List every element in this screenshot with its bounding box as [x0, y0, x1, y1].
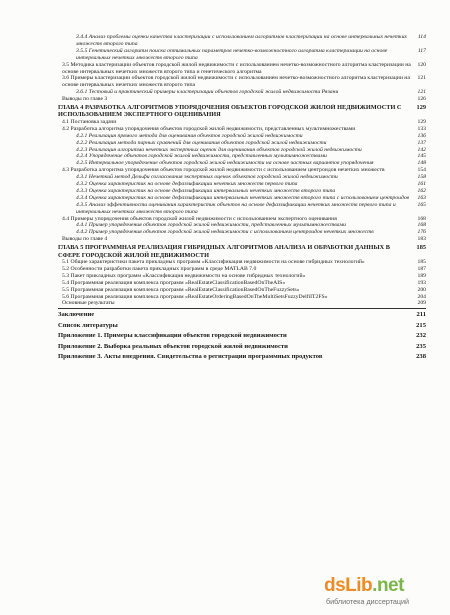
toc-entry-title: 4.3.5 Анализ эффективности оценивания характеристик объектов на основе дефаззификации нечетких множеств первого типа и интервальных нечетких множеств второго типа	[76, 201, 396, 215]
toc-entry-title: 4.2.1 Реализация прямого метода для оценивания объектов городской жилой недвижимости	[76, 132, 303, 139]
toc-entry[interactable]	[58, 34, 426, 48]
toc-entry[interactable]	[58, 62, 426, 76]
toc-entry-page: 126	[417, 96, 426, 103]
watermark	[324, 575, 444, 609]
toc-entry-page: 117	[417, 47, 426, 54]
toc-entry-page: 163	[417, 194, 426, 201]
toc-entry-title: 4.4.2 Пример упорядочения объектов городской жилой недвижимости с использованием центроидов нечетких множеств	[76, 229, 374, 236]
toc-entry-page: 120	[417, 61, 426, 68]
watermark-logo: dsLib.net	[324, 575, 404, 596]
toc-entry-title: 5.2 Особенности разработки пакета прикладных программ в среде MATLAB 7.0	[62, 265, 257, 272]
toc-entry-page: 211	[416, 311, 426, 319]
toc-entry-page: 238	[416, 352, 426, 360]
toc-entry-title: Приложение 1. Примеры классификации объектов городской недвижимости	[58, 332, 287, 340]
toc-entry-page: 136	[417, 132, 426, 139]
toc-entry-page: 204	[417, 293, 426, 300]
toc-entry-page: 154	[417, 167, 426, 174]
toc-entry[interactable]	[58, 181, 426, 188]
watermark-subtitle: библиотека диссертаций	[326, 597, 410, 606]
toc-entry-title: 4.2.5 Интервальное упорядочение объектов городской жилой недвижимости на основе частных вариантов упорядочения	[76, 160, 374, 167]
toc-entry-page: 114	[417, 34, 426, 40]
toc-entry-title: 4.4 Примеры упорядочения объектов городской жилой недвижимости с использованием экспертного оценивания	[62, 215, 337, 222]
toc-entry-title: 5.3 Пакет прикладных программ «Классификация недвижимости на основе гибридных технологий»	[62, 272, 306, 279]
toc-entry-page: 129	[417, 118, 426, 125]
toc-entry-title: Выводы по главе 4	[62, 236, 108, 243]
toc-entry-title: ГЛАВА 5 ПРОГРАММНАЯ РЕАЛИЗАЦИЯ ГИБРИДНЫХ АЛГОРИТМОВ АНАЛИЗА И ОБРАБОТКИ ДАННЫХ В СФЕРЕ ГОРОДСКОЙ ЖИЛОЙ НЕДВИЖИМОСТИ	[58, 244, 390, 259]
toc-entry[interactable]	[58, 48, 426, 62]
toc-entry-page: 137	[417, 139, 426, 146]
toc-entry-title: 4.3.1 Нечеткий метод Дельфи согласования экспертных оценок объектов городской жилой недвижимости	[76, 174, 338, 181]
toc-entry-page: 185	[417, 259, 426, 265]
toc-entry[interactable]	[58, 174, 426, 181]
toc-entry-title: 4.2.3 Реализация алгоритма нечетких экспертных оценок для оценивания объектов городской жилой недвижимости	[76, 146, 362, 153]
section-divider	[58, 308, 426, 309]
toc-entry[interactable]	[58, 236, 426, 243]
toc-entry-page: 200	[417, 286, 426, 293]
toc-entry[interactable]	[58, 229, 426, 236]
toc-entry-page: 183	[417, 236, 426, 243]
toc-entry[interactable]	[58, 96, 426, 103]
toc-entry-page: 235	[416, 342, 426, 350]
toc-entry-title: Основные результаты	[62, 300, 115, 307]
toc-entry-title: 5.6 Программная реализация комплекса программ «RealEstateOrderingBasedOnTheMultiSetsFuzzyDelfiIT2FS»	[62, 293, 328, 300]
toc-entry[interactable]	[58, 216, 426, 223]
toc-entry[interactable]	[58, 273, 426, 280]
toc-entry-page: 189	[417, 272, 426, 279]
toc-entry-page: 129	[416, 104, 426, 112]
toc-entry[interactable]	[58, 202, 426, 216]
toc-entry-title: 4.2.4 Упорядочение объектов городской жилой недвижимости, представленных мультимножествами	[76, 153, 327, 160]
toc-entry[interactable]	[58, 153, 426, 160]
toc-entry[interactable]	[58, 89, 426, 96]
toc-entry-title: 5.1 Общие характеристики пакета прикладных программ «Классификация недвижимости на основе гибридных технологий»	[62, 259, 365, 265]
toc-entry[interactable]	[58, 280, 426, 287]
toc-entry[interactable]	[58, 75, 426, 89]
toc-entry-page: 232	[416, 332, 426, 340]
toc-entry-page: 121	[417, 89, 426, 96]
toc-entry-title: Приложение 3. Акты внедрения. Свидетельства о регистрации программных продуктов	[58, 352, 323, 360]
toc-entry[interactable]	[58, 126, 426, 133]
toc-entry[interactable]	[58, 167, 426, 174]
toc-entry-page: 142	[417, 146, 426, 153]
toc-entry[interactable]	[58, 119, 426, 126]
toc-entry-title: 3.5.5 Генетический алгоритм поиска оптимальных параметров нечетко-возможностного алгоритма кластеризации на основе интервальных нечетких множеств второго типа	[76, 47, 388, 61]
toc-entry-title: 4.3.4 Оценка характеристик на основе дефаззификации интервальных нечетких множеств второго типа с использованием центроидов	[76, 194, 410, 201]
toc-entry-title: 3.4.4 Анализ проблемы оценки качества кластеризации с использованием алгоритмов кластеризации на основе интервальных нечетких множеств второго типа	[76, 34, 407, 47]
toc-entry-page: 176	[417, 229, 426, 236]
toc-entry-title: 5.5 Программная реализация комплекса программ «RealEstateClassificationBasedOnTheFuzzySets»	[62, 286, 300, 293]
toc-entry[interactable]	[58, 322, 426, 330]
toc-entry-title: 4.3.3 Оценка характеристик на основе дефаззификации интервальных нечетких множеств второго типа	[76, 187, 336, 194]
toc-entry-page: 121	[417, 75, 426, 82]
toc-entry-title: Список литературы	[58, 321, 118, 329]
toc-entry[interactable]	[58, 244, 426, 259]
toc-entry-page: 187	[417, 265, 426, 272]
toc-entry-page: 148	[417, 160, 426, 167]
toc-entry-page: 185	[416, 244, 426, 252]
toc-entry[interactable]	[58, 311, 426, 319]
toc-entry-page: 168	[417, 222, 426, 229]
toc-entry-page: 165	[417, 201, 426, 208]
toc-entry[interactable]	[58, 222, 426, 229]
toc-entry[interactable]	[58, 259, 426, 266]
toc-entry-page: 209	[417, 300, 426, 307]
toc-entry-title: 4.2.2 Реализация метода парных сравнений для оценивания объектов городской жилой недвижимости	[76, 139, 327, 146]
toc-entry[interactable]	[58, 188, 426, 195]
toc-entry-page: 168	[417, 215, 426, 222]
toc-entry[interactable]	[58, 300, 426, 307]
toc-entry[interactable]	[58, 104, 426, 119]
toc-entry-page: 193	[417, 279, 426, 286]
toc-entry-title: Приложение 2. Выборка реальных объектов городской жилой недвижимости	[58, 342, 288, 350]
toc-entry[interactable]	[58, 140, 426, 147]
toc-entry[interactable]	[58, 294, 426, 301]
toc-entry-title: Выводы по главе 3	[62, 96, 108, 103]
toc-entry-page: 161	[417, 181, 426, 188]
toc-entry-title: 4.3 Разработка алгоритма упорядочения объектов городской жилой недвижимости с использованием центроидов нечетких множеств	[62, 167, 385, 174]
toc-entry-title: ГЛАВА 4 РАЗРАБОТКА АЛГОРИТМОВ УПОРЯДОЧЕНИЯ ОБЪЕКТОВ ГОРОДСКОЙ ЖИЛОЙ НЕДВИЖИМОСТИ С ИСПОЛЬЗОВАНИЕМ ЭКСПЕРТНОГО ОЦЕНИВАНИЯ	[58, 104, 402, 119]
toc-entry[interactable]	[58, 353, 426, 361]
toc-entry-page: 162	[417, 187, 426, 194]
toc-entry-title: 3.6.1 Тестовый и практический примеры кластеризации объектов городской жилой недвижимости Рязани	[76, 89, 339, 96]
toc-entry-page: 215	[416, 321, 426, 329]
toc-entry-title: 4.2 Разработка алгоритма упорядочения объектов городской жилой недвижимости, представленных мультимножествами	[62, 125, 356, 132]
toc-entry[interactable]	[58, 332, 426, 340]
toc-entry-page: 145	[417, 153, 426, 160]
toc-entry[interactable]	[58, 133, 426, 140]
toc-entry[interactable]	[58, 147, 426, 154]
table-of-contents	[58, 34, 426, 361]
toc-entry-title: 3.5 Методика кластеризации объектов городской жилой недвижимости с использованием нечетко-возможностного алгоритма кластеризации на основе интервальных нечетких множеств второго типа и генетического алгоритма	[62, 61, 411, 75]
toc-entry-title: 5.4 Программная реализация комплекса программ «RealEstateClassificationBasedOnTheAIS»	[62, 279, 286, 286]
toc-entry-title: 4.3.2 Оценка характеристик на основе дефаззификации нечетких множеств первого типа	[76, 181, 298, 188]
toc-entry[interactable]	[58, 266, 426, 273]
toc-entry[interactable]	[58, 287, 426, 294]
toc-entry[interactable]	[58, 195, 426, 202]
toc-entry-page: 133	[417, 125, 426, 132]
toc-entry-title: 3.6 Примеры кластеризации объектов городской жилой недвижимости с использованием нечетко-возможностного алгоритма кластеризации на основе интервальных нечетких множеств второго типа	[62, 75, 410, 89]
toc-entry-title: 4.4.1 Пример упорядочения объектов городской жилой недвижимости, представленных мультимножествами	[76, 222, 347, 229]
toc-entry[interactable]	[58, 343, 426, 351]
toc-entry-page: 158	[417, 174, 426, 181]
toc-entry-title: Заключение	[58, 311, 95, 319]
toc-entry-title: 4.1 Постановка задачи	[62, 118, 117, 125]
toc-entry[interactable]	[58, 160, 426, 167]
